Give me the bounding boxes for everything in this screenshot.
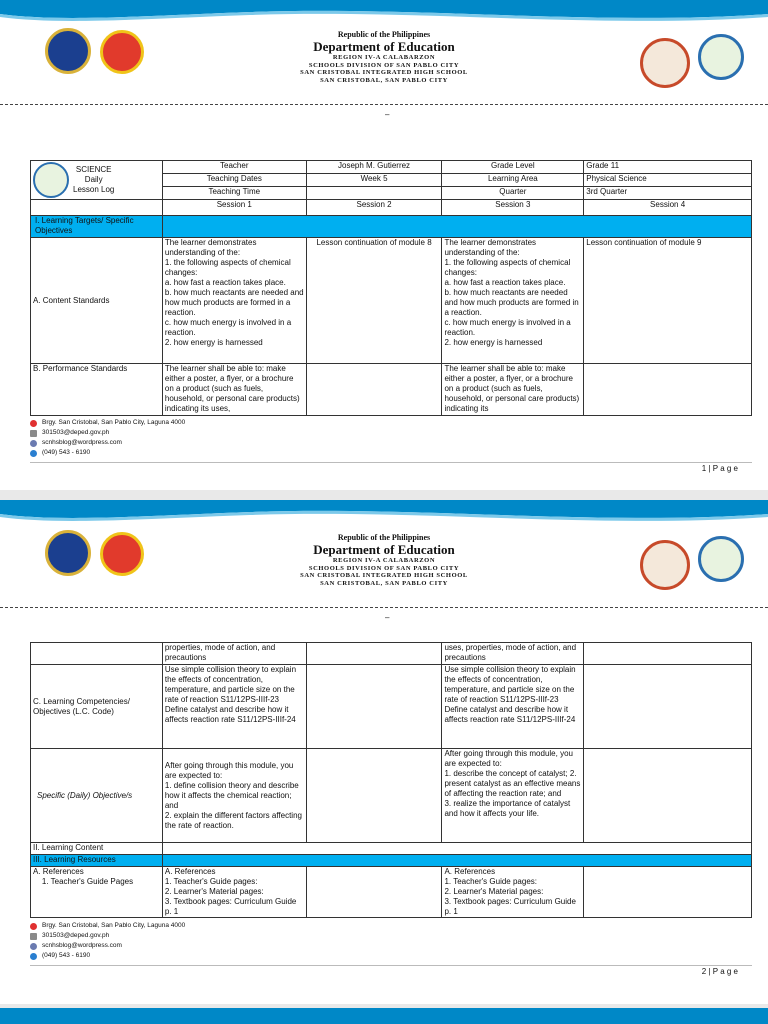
teacher-label: Teacher (162, 161, 306, 174)
letterhead (0, 30, 768, 84)
time-label: Teaching Time (162, 187, 306, 200)
republic-text: Republic of the Philippines (337, 30, 431, 39)
teacher-value: Joseph M. Gutierrez (306, 161, 442, 174)
footer-contacts (30, 418, 185, 458)
department-text: Department of Education (313, 39, 455, 54)
specific-s3: After going through this module, you are expected to: 1. describe the concept of catalyst; 2. present catalyst as an effective means of affecting the reaction rate; and 3. realize the importance of catalyst and how it affects your life. (442, 749, 584, 843)
quarter-value: 3rd Quarter (584, 187, 752, 200)
region-text: REGION IV-A CALABARZON (332, 54, 436, 61)
references-s1: A. References 1. Teacher's Guide pages: 2. Learner's Material pages: 3. Textbook pages: Curriculum Guide p. 1 (162, 867, 306, 918)
content-s4: Lesson continuation of module 9 (584, 238, 752, 364)
lesson-log-table-1 (30, 160, 752, 416)
phone-icon (30, 450, 37, 457)
dates-value: Week 5 (306, 174, 442, 187)
page-1: Republic of the Philippines Department of Education REGION IV-A CALABARZON SCHOOLS DIVISION OF SAN PABLO CITY SAN CRISTOBAL INTEGRATED HIGH SCHOOL SAN CRISTOBAL, SAN PABLO CITY – SCIENCE Daily Lesson Log Teacher Joseph M. Gutierrez Grade Level Grade 11 Teaching Dates Week 5 Learning Area Physical Science Teaching Time Quarter 3rd Quarter Session 1 Session 2 Session 3 Session 4 I. Learning Targets/ Specific Objectives A. Content Standards The learner demonstrates understanding of the: 1. the following aspects of chemical changes: a. how fast a reaction takes place. b. how much reactants are needed and how much products are formed in a reaction. c. how much energy is involved in a reaction. 2. how energy is harnessed Lesson continuation of module 8 The learner demonstrates understanding of the: 1. the following aspects of chemical changes: a. how fast a reaction takes place. b. how much reactants are needed and how much products are formed in a reaction. c. how much energy is involved in a reaction. 2. how energy is harnessed Lesson continuation of module 9 B. Performance Standards The learner shall be able to: make either a poster, a flyer, or a brochure on a product (such as fuels, household, or personal care products) indicating its uses, The learner shall be able to: make either a poster, a flyer, or a brochure on a product (such as fuels, household, or personal care products) indicating its Brgy. San Cristobal, San Pablo City, Laguna 4000 301503@deped.gov.ph scnhsblog@wordpress.com (049) 543 - 6190 1 | P a g e (0, 0, 768, 490)
grade-label: Grade Level (442, 161, 584, 174)
mail-icon (30, 933, 37, 940)
globe-icon (30, 943, 37, 950)
page-number: 2 | P a g e (701, 967, 738, 976)
area-value: Physical Science (584, 174, 752, 187)
dates-label: Teaching Dates (162, 174, 306, 187)
performance-standards-label: B. Performance Standards (31, 364, 163, 416)
competencies-s1: Use simple collision theory to explain the effects of concentration, temperature, and particle size on the rate of reaction S11/12PS-IIIf-23 Define catalyst and describe how it affects reaction rate S11/12PS-IIIf-24 (162, 665, 306, 749)
performance-s3: The learner shall be able to: make either a poster, a flyer, or a brochure on a product (such as fuels, household, or personal care products) indicating its (442, 364, 584, 416)
page-2: Republic of the Philippines Department of Education REGION IV-A CALABARZON SCHOOLS DIVISION OF SAN PABLO CITY SAN CRISTOBAL INTEGRATED HIGH SCHOOL SAN CRISTOBAL, SAN PABLO CITY – properties, mode of action, and precautions uses, properties, mode of action, and precautions C. Learning Competencies/ Objectives (L.C. Code) Use simple collision theory to explain the effects of concentration, temperature, and particle size on the rate of reaction S11/12PS-IIIf-23 Define catalyst and describe how it affects reaction rate S11/12PS-IIIf-24 Use simple collision theory to explain the effects of concentration, temperature, and particle size on the rate of reaction S11/12PS-IIIf-23 Define catalyst and describe how it affects reaction rate S11/12PS-IIIf-24 Specific (Daily) Objective/s After going through this module, you are expected to: 1. define collision theory and describe how it affects the chemical reaction; and 2. explain the different factors affecting the rate of reaction. After going through this module, you are expected to: 1. describe the concept of catalyst; 2. present catalyst as an effective means of affecting the reaction rate; and 3. realize the importance of catalyst and how it affects your life. II. Learning Content III. Learning Resources A. References 1. Teacher's Guide Pages A. References 1. Teacher's Guide pages: 2. Learner's Material pages: 3. Textbook pages: Curriculum Guide p. 1 A. References 1. Teacher's Guide pages: 2. Learner's Material pages: 3. Textbook pages: Curriculum Guide p. 1 Brgy. San Cristobal, San Pablo City, Laguna 4000 301503@deped.gov.ph scnhsblog@wordpress.com (049) 543 - 6190 2 | P a g e (0, 500, 768, 1000)
mail-icon (30, 430, 37, 437)
footer-address: Brgy. San Cristobal, San Pablo City, Laguna 4000 (42, 419, 186, 426)
time-value (306, 187, 442, 200)
specific-objectives-label: Specific (Daily) Objective/s (31, 749, 163, 843)
grade-value: Grade 11 (584, 161, 752, 174)
footer-phone: (049) 543 - 6190 (42, 449, 91, 456)
lesson-log-table-2 (30, 642, 752, 918)
content-standards-label: A. Content Standards (31, 238, 163, 364)
title-line-3: Lesson Log (73, 185, 115, 194)
footer-contacts: Brgy. San Cristobal, San Pablo City, Laguna 4000 301503@deped.gov.ph scnhsblog@wordpress.com (049) 543 - 6190 (30, 921, 185, 961)
footer-email: 301503@deped.gov.ph (42, 429, 110, 436)
school-logo (33, 162, 69, 198)
performance-s1: The learner shall be able to: make either a poster, a flyer, or a brochure on a product (such as fuels, household, or personal care products) indicating its uses, (162, 364, 306, 416)
session-3-header: Session 3 (442, 200, 584, 216)
competencies-label: C. Learning Competencies/ Objectives (L.C. Code) (31, 665, 163, 749)
quarter-label: Quarter (442, 187, 584, 200)
area-label: Learning Area (442, 174, 584, 187)
header-wave-band (0, 500, 768, 528)
letterhead: Republic of the Philippines Department of Education REGION IV-A CALABARZON SCHOOLS DIVISION OF SAN PABLO CITY SAN CRISTOBAL INTEGRATED HIGH SCHOOL SAN CRISTOBAL, SAN PABLO CITY (300, 533, 468, 587)
title-cell (31, 161, 163, 200)
title-line-2: Daily (84, 175, 103, 184)
content-s1: The learner demonstrates understanding of the: 1. the following aspects of chemical changes: a. how fast a reaction takes place. b. how much reactants are needed and how much products are formed in a reaction. c. how much energy is involved in a reaction. 2. how energy is harnessed (162, 238, 306, 364)
header-wave-band (0, 0, 768, 28)
location-pin-icon (30, 923, 37, 930)
specific-s1: After going through this module, you are expected to: 1. define collision theory and describe how it affects the chemical reaction; and 2. explain the different factors affecting the rate of reaction. (162, 749, 306, 843)
learning-content-label: II. Learning Content (31, 843, 163, 855)
references-label: A. References 1. Teacher's Guide Pages (31, 867, 163, 918)
perf-cont-s3: uses, properties, mode of action, and precautions (442, 643, 584, 665)
perf-cont-s1: properties, mode of action, and precautions (162, 643, 306, 665)
header-divider (0, 104, 768, 105)
content-s2: Lesson continuation of module 8 (306, 238, 442, 364)
session-1-header: Session 1 (162, 200, 306, 216)
location-pin-icon (30, 420, 37, 427)
session-4-header: Session 4 (584, 200, 752, 216)
session-2-header: Session 2 (306, 200, 442, 216)
learning-resources-header: III. Learning Resources (31, 855, 163, 867)
footer-website: scnhsblog@wordpress.com (42, 439, 122, 446)
references-s3: A. References 1. Teacher's Guide pages: 2. Learner's Material pages: 3. Textbook pages: Curriculum Guide p. 1 (442, 867, 584, 918)
header-divider (0, 607, 768, 608)
title-line-1: SCIENCE (75, 165, 112, 174)
phone-icon (30, 953, 37, 960)
globe-icon (30, 440, 37, 447)
school-text: SAN CRISTOBAL INTEGRATED HIGH SCHOOL (300, 69, 468, 76)
page-number: 1 | P a g e (701, 464, 738, 473)
address-text: SAN CRISTOBAL, SAN PABLO CITY (320, 76, 448, 84)
competencies-s3: Use simple collision theory to explain the effects of concentration, temperature, and particle size on the rate of reaction S11/12PS-IIIf-23 Define catalyst and describe how it affects reaction rate S11/12PS-IIIf-24 (442, 665, 584, 749)
learning-targets-header: I. Learning Targets/ Specific Objectives (31, 216, 163, 238)
division-text: SCHOOLS DIVISION OF SAN PABLO CITY (308, 61, 460, 69)
content-s3: The learner demonstrates understanding of the: 1. the following aspects of chemical changes: a. how fast a reaction takes place. b. how much reactants are needed and how much products are formed in a reaction. c. how much energy is involved in a reaction. 2. how energy is harnessed (442, 238, 584, 364)
